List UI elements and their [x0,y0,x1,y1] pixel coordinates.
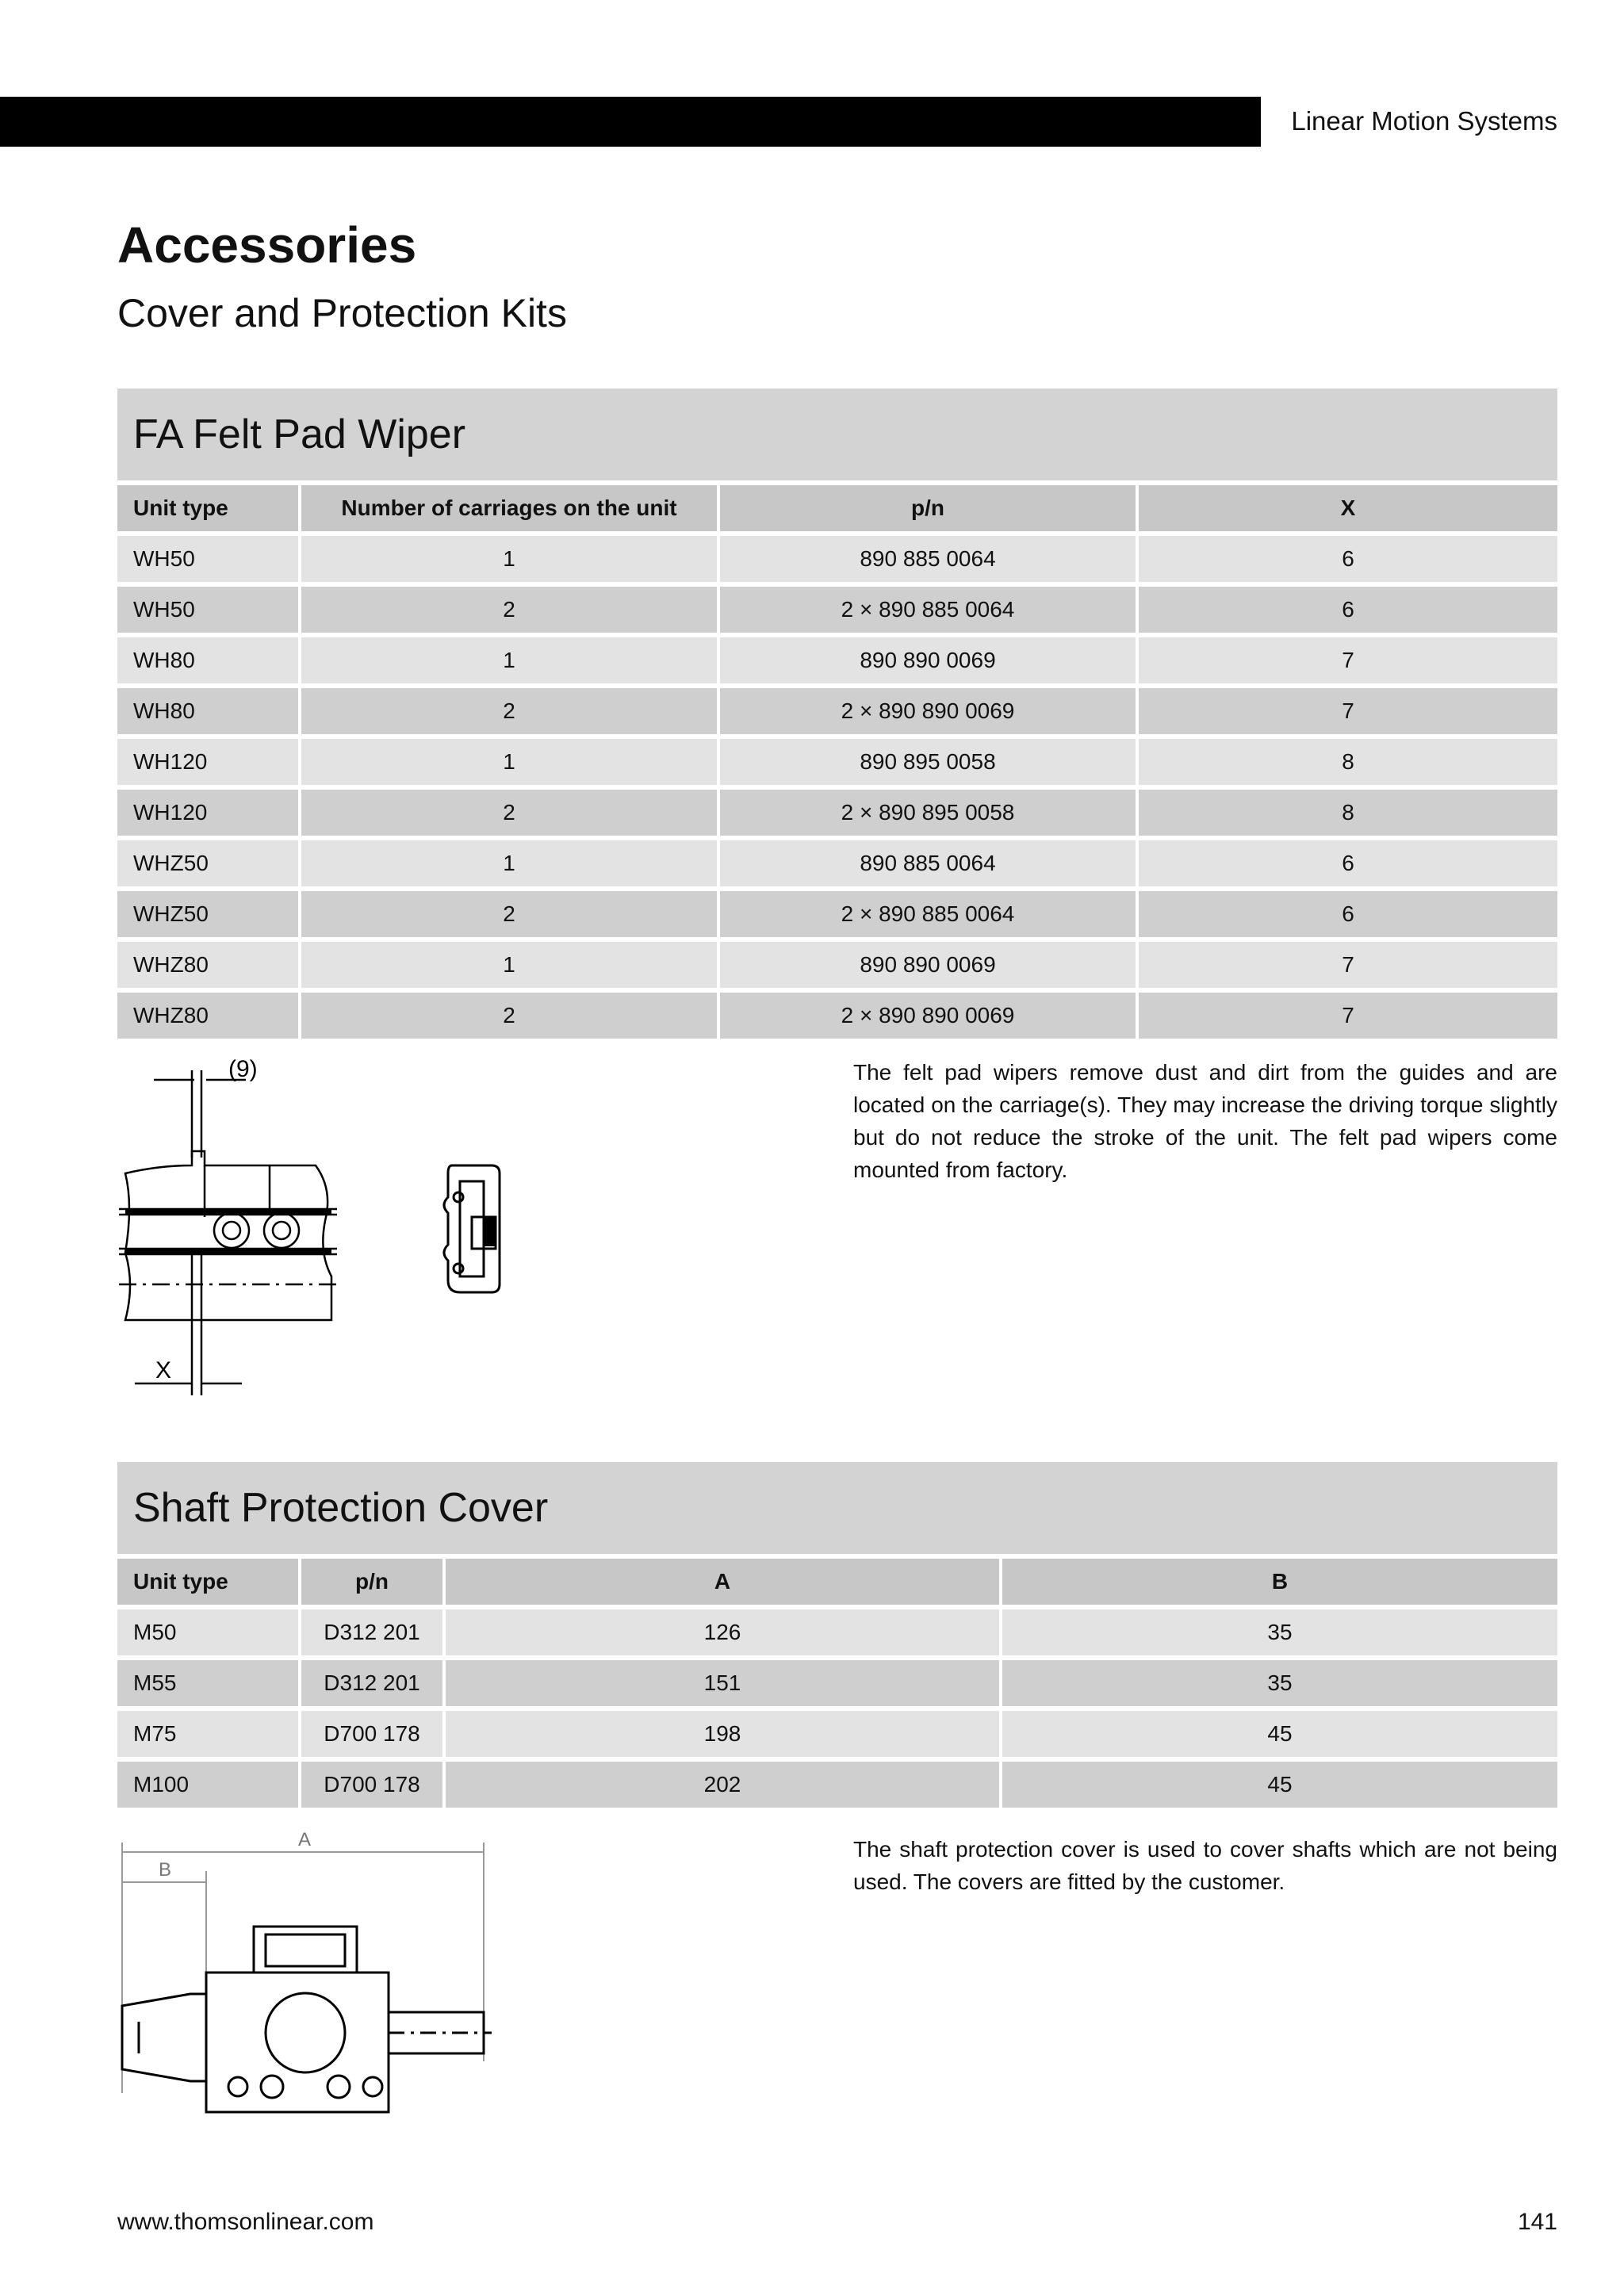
table-header-row [117,1554,1557,1605]
table-cell: 198 [446,1706,1002,1757]
col-unit-type: Unit type [117,480,301,531]
table-cell: 890 890 0069 [720,937,1139,988]
table-cell: 7 [1139,988,1557,1039]
header-brand: Linear Motion Systems [1291,106,1557,136]
col-a: A [446,1554,1002,1605]
footer-website: www.thomsonlinear.com [117,2209,374,2235]
shaft-cover-description: The shaft protection cover is used to cover shafts which are not being used. The covers are fitted by the customer. [853,1837,1557,1894]
table-cell: 8 [1139,734,1557,785]
table-cell: 6 [1139,582,1557,633]
shaft-cover-table [117,1554,1557,1808]
table-row [117,785,1557,836]
table-cell: 202 [446,1757,1002,1808]
table-cell: M50 [117,1605,301,1655]
col-unit-type: Unit type [117,1554,301,1605]
table-cell: 1 [301,937,720,988]
dim-label-9: (9) [228,1056,258,1082]
col-carriages: Number of carriages on the unit [301,480,720,531]
table-cell: WH50 [117,531,301,582]
table-row [117,937,1557,988]
table-cell: 151 [446,1655,1002,1706]
table-cell: 2 [301,582,720,633]
table-cell: 1 [301,531,720,582]
table-cell: M100 [117,1757,301,1808]
table-row [117,836,1557,886]
table-cell: 2 [301,683,720,734]
col-part-number: p/n [720,480,1139,531]
table-row [117,683,1557,734]
page-subtitle: Cover and Protection Kits [117,291,567,335]
felt-pad-description: The felt pad wipers remove dust and dirt from the guides and are located on the carriage(s). They may increase the driving torque slightly but do not reduce the stroke of the unit. The felt pad wipers come mounted from factory. [853,1060,1557,1182]
table-cell: 2 × 890 885 0064 [720,886,1139,937]
table-cell: M55 [117,1655,301,1706]
table-cell: 1 [301,633,720,683]
table-cell: WHZ50 [117,886,301,937]
table-row [117,1757,1557,1808]
table-cell: 45 [1002,1757,1557,1808]
table-cell: WH50 [117,582,301,633]
table-cell: 35 [1002,1655,1557,1706]
table-cell: 2 [301,886,720,937]
dim-label-x: X [155,1357,172,1383]
shaft-cover-section [117,1462,1557,1808]
table-cell: 2 × 890 895 0058 [720,785,1139,836]
table-cell: 890 890 0069 [720,633,1139,683]
table-cell: 2 × 890 890 0069 [720,988,1139,1039]
header-black-bar [0,97,1261,147]
table-cell: 1 [301,836,720,886]
page-number: 141 [1517,2209,1557,2235]
table-cell: 6 [1139,836,1557,886]
felt-pad-table-body [117,531,1557,1039]
table-cell: WH120 [117,734,301,785]
col-b: B [1002,1554,1557,1605]
table-cell: 35 [1002,1605,1557,1655]
dim-label-a: A [298,1829,312,1850]
col-part-number: p/n [301,1554,446,1605]
table-cell: 6 [1139,886,1557,937]
table-row [117,1605,1557,1655]
felt-pad-heading: FA Felt Pad Wiper [117,388,1557,480]
table-cell: WH120 [117,785,301,836]
dim-label-b: B [159,1859,172,1881]
table-row [117,1655,1557,1706]
table-cell: WHZ50 [117,836,301,886]
table-cell: 7 [1139,937,1557,988]
table-header-row [117,480,1557,531]
table-cell: WHZ80 [117,937,301,988]
table-cell: D700 178 [301,1706,446,1757]
table-cell: 6 [1139,531,1557,582]
table-cell: 2 [301,785,720,836]
table-row [117,633,1557,683]
table-cell: 2 [301,988,720,1039]
table-cell: 1 [301,734,720,785]
col-x: X [1139,480,1557,531]
table-cell: M75 [117,1706,301,1757]
table-cell: D312 201 [301,1655,446,1706]
table-row [117,1706,1557,1757]
table-row [117,531,1557,582]
table-cell: 890 885 0064 [720,531,1139,582]
table-row [117,988,1557,1039]
table-row [117,734,1557,785]
table-cell: 2 × 890 885 0064 [720,582,1139,633]
table-row [117,582,1557,633]
shaft-cover-heading: Shaft Protection Cover [117,1462,1557,1554]
table-cell: 45 [1002,1706,1557,1757]
table-cell: 7 [1139,683,1557,734]
table-cell: D312 201 [301,1605,446,1655]
shaft-cover-table-body [117,1605,1557,1808]
table-cell: 8 [1139,785,1557,836]
table-cell: WH80 [117,683,301,734]
table-cell: 2 × 890 890 0069 [720,683,1139,734]
table-cell: D700 178 [301,1757,446,1808]
table-cell: 126 [446,1605,1002,1655]
table-cell: 890 895 0058 [720,734,1139,785]
table-cell: WH80 [117,633,301,683]
shaft-protection-cover-drawing [111,1823,508,2125]
table-cell: WHZ80 [117,988,301,1039]
felt-pad-wiper-drawing [111,1047,523,1411]
table-cell: 7 [1139,633,1557,683]
table-row [117,886,1557,937]
felt-pad-section [117,388,1557,1039]
table-cell: 890 885 0064 [720,836,1139,886]
felt-pad-table [117,480,1557,1039]
page-title: Accessories [117,216,417,274]
